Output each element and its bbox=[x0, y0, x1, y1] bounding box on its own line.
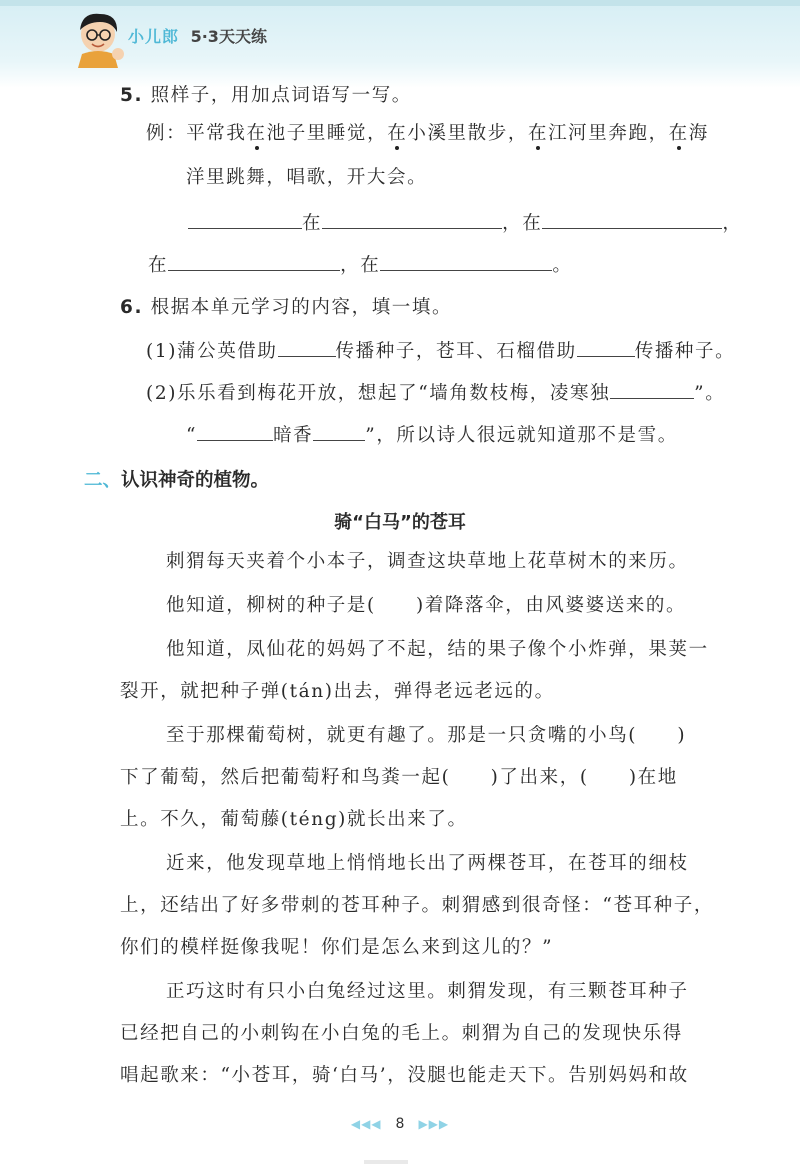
story-line: 你们的模样挺像我呢！你们是怎么来到这儿的？” bbox=[120, 937, 554, 958]
section-heading bbox=[84, 466, 269, 492]
dotted-word: 在 bbox=[668, 123, 689, 144]
boy-mascot-icon bbox=[74, 10, 126, 68]
q6-text: 传播种子，苍耳、石榴借助 bbox=[335, 341, 577, 362]
story-line: 他知道，柳树的种子是( )着降落伞，由风婆婆送来的。 bbox=[166, 595, 687, 616]
story-line: 裂开，就把种子弹(tán)出去，弹得老远老远的。 bbox=[120, 681, 555, 702]
dotted-word: 在 bbox=[527, 123, 549, 144]
story-line: 上，还结出了好多带刺的苍耳种子。刺猬感到很奇怪：“苍耳种子， bbox=[120, 895, 714, 916]
story-line: 唱起歌来：“小苍耳，骑‘白马’，没腿也能走天下。告别妈妈和故 bbox=[120, 1065, 689, 1086]
q5-example-line2: 洋里跳舞，唱歌，开大会。 bbox=[186, 167, 428, 188]
answer-blank[interactable] bbox=[577, 338, 635, 357]
answer-blank[interactable] bbox=[542, 210, 722, 229]
story-line: 他知道，凤仙花的妈妈了不起，结的果子像个小炸弹，果荚一 bbox=[166, 639, 709, 660]
story-line: 上。不久，葡萄藤(téng)就长出来了。 bbox=[120, 809, 468, 830]
q6-text: (1)蒲公英借助 bbox=[146, 341, 278, 362]
answer-blank[interactable] bbox=[197, 422, 273, 441]
brand-series: 5·3天天练 bbox=[190, 27, 267, 46]
q6-item2-line2 bbox=[186, 422, 678, 448]
q6-prompt-line bbox=[120, 296, 452, 320]
q5-prompt: 照样子，用加点词语写一写。 bbox=[150, 85, 412, 106]
q6-text: “ bbox=[186, 425, 198, 446]
fill-text: ，在 bbox=[502, 213, 543, 234]
bottom-divider bbox=[364, 1160, 408, 1164]
section-number: 二、 bbox=[84, 470, 122, 491]
q6-text: ”。 bbox=[694, 383, 726, 404]
q6-item1 bbox=[146, 338, 735, 364]
q6-text: (2)乐乐看到梅花开放，想起了“墙角数枝梅，凌寒独 bbox=[146, 383, 611, 404]
q6-item2-line1 bbox=[146, 380, 725, 406]
q5-example-text: 小溪里散步， bbox=[407, 123, 528, 144]
story-line: 正巧这时有只小白兔经过这里。刺猬发现，有三颗苍耳种子 bbox=[166, 981, 689, 1002]
story-line: 已经把自己的小刺钩在小白兔的毛上。刺猬为自己的发现快乐得 bbox=[120, 1023, 683, 1044]
page-footer bbox=[0, 1116, 800, 1132]
story-line: 近来，他发现草地上悄悄地长出了两棵苍耳，在苍耳的细枝 bbox=[166, 853, 689, 874]
q5-fill-line2 bbox=[148, 252, 572, 278]
page-number: 8 bbox=[395, 1116, 405, 1132]
story-line: 至于那棵葡萄树，就更有趣了。那是一只贪嘴的小鸟( ) bbox=[166, 725, 687, 746]
story-title: 骑“白马”的苍耳 bbox=[334, 512, 466, 533]
answer-blank[interactable] bbox=[278, 338, 336, 357]
q5-example-text: 江河里奔跑， bbox=[548, 123, 669, 144]
left-arrows-icon: ◀◀◀ bbox=[350, 1117, 382, 1131]
story-line: 刺猬每天夹着个小本子，调查这块草地上花草树木的来历。 bbox=[166, 551, 689, 572]
dotted-word: 在 bbox=[246, 123, 267, 144]
brand-name: 小儿郎 bbox=[128, 27, 180, 46]
right-arrows-icon: ▶▶▶ bbox=[418, 1117, 450, 1131]
q5-number: 5. bbox=[120, 85, 144, 106]
q5-example-text: 池子里睡觉， bbox=[266, 123, 388, 144]
fill-text: 在 bbox=[148, 255, 169, 276]
q6-text: 暗香 bbox=[273, 425, 314, 446]
answer-blank[interactable] bbox=[168, 252, 340, 271]
q6-prompt: 根据本单元学习的内容，填一填。 bbox=[150, 297, 453, 318]
answer-blank[interactable] bbox=[610, 380, 694, 399]
fill-text: 在 bbox=[302, 213, 323, 234]
fill-text: 。 bbox=[552, 255, 573, 276]
q5-example-text: 海 bbox=[688, 123, 709, 144]
q5-example-text: 平常我 bbox=[186, 123, 247, 144]
section-title: 认识神奇的植物。 bbox=[121, 470, 270, 491]
answer-blank[interactable] bbox=[322, 210, 502, 229]
answer-blank[interactable] bbox=[380, 252, 552, 271]
q6-number: 6. bbox=[120, 297, 144, 318]
q6-text: ”，所以诗人很远就知道那不是雪。 bbox=[365, 425, 678, 446]
fill-text: ， bbox=[722, 213, 743, 234]
q5-example-line1 bbox=[146, 122, 709, 146]
q5-example-label: 例： bbox=[146, 123, 187, 144]
q5-fill-line1 bbox=[188, 210, 742, 236]
answer-blank[interactable] bbox=[313, 422, 365, 441]
dotted-word: 在 bbox=[387, 123, 408, 144]
story-line: 下了葡萄，然后把葡萄籽和鸟粪一起( )了出来，( )在地 bbox=[120, 767, 678, 788]
brand-logo bbox=[128, 24, 267, 47]
answer-blank[interactable] bbox=[188, 210, 302, 229]
fill-text: ，在 bbox=[340, 255, 381, 276]
q6-text: 传播种子。 bbox=[634, 341, 736, 362]
q5-prompt-line bbox=[120, 84, 412, 108]
